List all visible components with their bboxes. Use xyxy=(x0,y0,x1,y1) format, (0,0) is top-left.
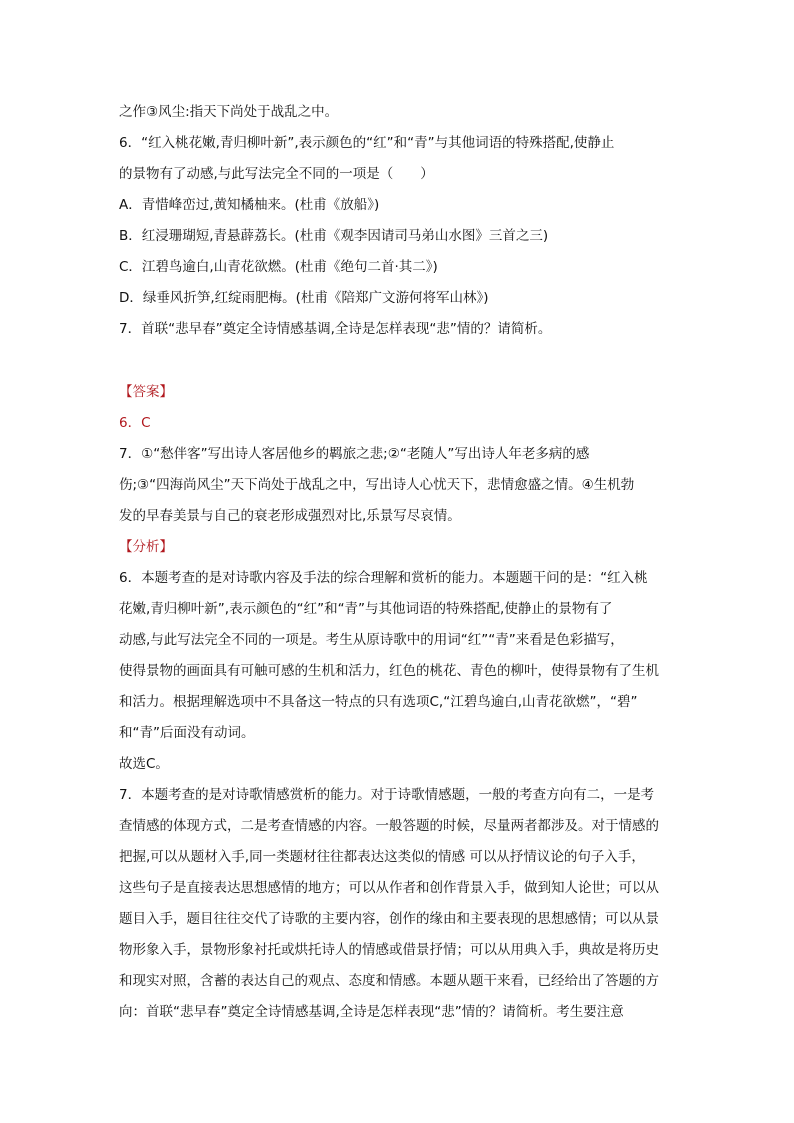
analysis-line: 动感,与此写法完全不同的一项是。考生从原诗歌中的用词“红”“青”来看是色彩描写， xyxy=(119,632,624,648)
option-b: B．红浸珊瑚短,青悬薜荔长。(杜甫《观李因请司马弟山水图》三首之三) xyxy=(119,228,549,244)
question-line: 7．首联“悲早春”奠定全诗情感基调,全诗是怎样表现“悲”情的？请简析。 xyxy=(119,321,552,337)
analysis-line: 故选C。 xyxy=(119,756,169,772)
analysis-line: 6．本题考查的是对诗歌内容及手法的综合理解和赏析的能力。本题题干问的是：“红入桃 xyxy=(119,570,648,586)
answer-line: 伤;③“四海尚风尘”天下尚处于战乱之中，写出诗人心忧天下，悲情愈盛之情。④生机勃 xyxy=(119,477,635,493)
analysis-line: 使得景物的画面具有可触可感的生机和活力，红色的桃花、青色的柳叶，使得景物有了生机 xyxy=(119,663,659,679)
analysis-line: 查情感的体现方式，二是考查情感的内容。一般答题的时候，尽量两者都涉及。对于情感的 xyxy=(119,818,659,834)
analysis-line: 和活力。根据理解选项中不具备这一特点的只有选项C,“江碧鸟逾白,山青花欲燃”，“碧” xyxy=(119,694,638,710)
analysis-line: 把握,可以从题材入手,同一类题材往往都表达这类似的情感 可以从抒情议论的句子入手， xyxy=(119,849,645,865)
answer-line: 发的早春美景与自己的衰老形成强烈对比,乐景写尽哀情。 xyxy=(119,508,461,524)
analysis-line: 7．本题考查的是对诗歌情感赏析的能力。对于诗歌情感题，一般的考查方向有二，一是考 xyxy=(119,787,655,803)
analysis-line: 题目入手，题目往往交代了诗歌的主要内容，创作的缘由和主要表现的思想感情；可以从景 xyxy=(119,911,659,927)
answer-line: 6．C xyxy=(119,415,151,431)
analysis-line: 和“青”后面没有动词。 xyxy=(119,725,255,741)
option-d: D．绿垂风折笋,红绽雨肥梅。(杜甫《陪郑广文游何将军山林》) xyxy=(119,290,489,306)
analysis-line: 物形象入手，景物形象衬托或烘托诗人的情感或借景抒情；可以从用典入手，典故是将历史 xyxy=(119,942,659,958)
option-c: C．江碧鸟逾白,山青花欲燃。(杜甫《绝句二首·其二》) xyxy=(119,259,438,275)
option-a: A．青惜峰峦过,黄知橘柚来。(杜甫《放船》) xyxy=(119,197,380,213)
analysis-line: 和现实对照，含蓄的表达自己的观点、态度和情感。本题从题干来看，已经给出了答题的方 xyxy=(119,973,659,989)
analysis-heading: 【分析】 xyxy=(119,539,173,555)
analysis-line: 这些句子是直接表达思想感情的地方；可以从作者和创作背景入手，做到知人论世；可以从 xyxy=(119,880,659,896)
question-line: 之作③风尘:指天下尚处于战乱之中。 xyxy=(119,104,339,120)
analysis-line: 向：首联“悲早春”奠定全诗情感基调,全诗是怎样表现“悲”情的？请简析。考生要注意 xyxy=(119,1004,624,1020)
answer-heading: 【答案】 xyxy=(119,384,173,400)
answer-line: 7．①“愁伴客”写出诗人客居他乡的羁旅之悲;②“老随人”写出诗人年老多病的感 xyxy=(119,446,590,462)
question-line: 的景物有了动感,与此写法完全不同的一项是（ ） xyxy=(119,166,434,182)
analysis-line: 花嫩,青归柳叶新”,表示颜色的“红”和“青”与其他词语的特殊搭配,使静止的景物有了 xyxy=(119,601,613,617)
question-line: 6．“红入桃花嫩,青归柳叶新”,表示颜色的“红”和“青”与其他词语的特殊搭配,使静止 xyxy=(119,135,615,151)
